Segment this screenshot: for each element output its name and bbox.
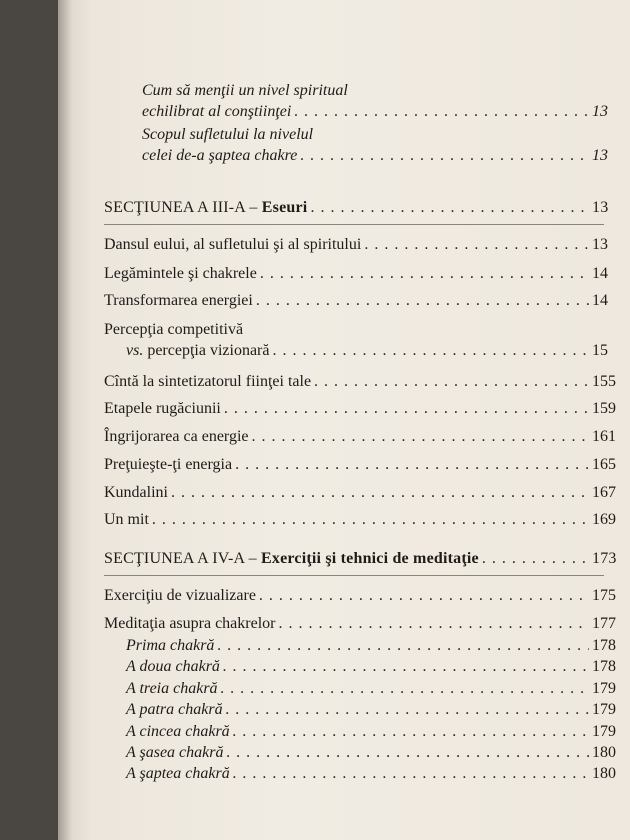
toc-entry-text: A şasea chakră [126, 744, 224, 761]
leader-dots [278, 613, 589, 634]
page-number: 14 [592, 265, 608, 282]
toc-subentry [104, 721, 630, 742]
page-number: 159 [592, 400, 616, 417]
toc-entry-text: Etapele rugăciunii [104, 400, 221, 417]
toc-entry-text: A treia chakră [126, 680, 218, 697]
page-number: 167 [592, 484, 616, 501]
toc-entry-text: Kundalini [104, 484, 168, 501]
toc-entry [104, 319, 630, 361]
leader-dots [224, 398, 589, 419]
toc-entry [104, 80, 630, 122]
toc-subentry [104, 763, 630, 784]
leader-dots [260, 263, 589, 284]
section-divider [104, 575, 604, 576]
toc-entry-text: percepţia vizionară [143, 342, 270, 359]
toc-entry-text: Un mit [104, 511, 149, 528]
page-number: 13 [592, 199, 609, 216]
toc-entry-text: Dansul eului, al sufletului şi al spiritului [104, 236, 362, 253]
page-number: 180 [592, 744, 616, 761]
toc-entry [104, 124, 630, 166]
toc-entry-text: Scopul sufletului la nivelul [142, 126, 314, 143]
section-heading [104, 197, 630, 218]
toc-entry-text: Cum să menţii un nivel spiritual [142, 82, 348, 99]
section-title: Exerciţii şi tehnici de meditaţie [261, 550, 479, 567]
toc-entry [104, 263, 630, 284]
toc-entry [104, 371, 630, 392]
toc-entry-text: Meditaţia asupra chakrelor [104, 615, 276, 632]
page-number: 180 [592, 765, 616, 782]
page-number: 13 [592, 236, 608, 253]
toc-entry [104, 454, 630, 475]
toc-entry-text: A şaptea chakră [126, 765, 230, 782]
toc-entry [104, 613, 630, 634]
leader-dots [259, 585, 589, 606]
page-number: 14 [592, 292, 608, 309]
leader-dots [256, 290, 589, 311]
toc-subentry [104, 699, 630, 720]
page-number: 169 [592, 511, 616, 528]
page-number: 179 [592, 701, 616, 718]
toc-subentry [104, 678, 630, 699]
leader-dots [252, 426, 590, 447]
toc-entry-text: Percepţia competitivă [104, 321, 244, 338]
toc-entry [104, 585, 630, 606]
toc-entry-text: Prima chakră [126, 637, 215, 654]
leader-dots [217, 635, 589, 656]
toc-entry [104, 426, 630, 447]
toc-entry-text: vs. [126, 342, 144, 359]
book-page [58, 0, 630, 840]
section-divider [104, 224, 604, 225]
leader-dots [272, 340, 589, 361]
toc-entry-text: Preţuieşte-ţi energia [104, 456, 233, 473]
page-number: 178 [592, 658, 616, 675]
toc-entry [104, 398, 630, 419]
toc-entry-text: Legămintele şi chakrele [104, 265, 257, 282]
leader-dots [226, 742, 589, 763]
toc-subentry [104, 635, 630, 656]
toc-entry-text: Cîntă la sintetizatorul fiinţei tale [104, 373, 312, 390]
leader-dots [310, 197, 589, 218]
leader-dots [294, 101, 589, 122]
page-number: 179 [592, 723, 616, 740]
toc-entry-text: Îngrijorarea ca energie [104, 428, 249, 445]
toc-entry [104, 482, 630, 503]
leader-dots [233, 721, 589, 742]
section-heading [104, 548, 630, 569]
toc-entry-text: A doua chakră [126, 658, 220, 675]
toc-entry-text: echilibrat al conştiinţei [142, 103, 292, 120]
page-number: 179 [592, 680, 616, 697]
leader-dots [300, 145, 589, 166]
page-number: 173 [592, 550, 617, 567]
page-number: 178 [592, 637, 616, 654]
page-number: 177 [592, 615, 616, 632]
page-number: 161 [592, 428, 616, 445]
toc-entry-text: A cincea chakră [126, 723, 230, 740]
section-prefix: SECŢIUNEA A IV-A – [104, 550, 262, 567]
section-title: Eseuri [261, 199, 308, 216]
page-number: 15 [592, 342, 608, 359]
leader-dots [171, 482, 589, 503]
toc-entry-text: celei de-a şaptea chakre [142, 147, 298, 164]
leader-dots [314, 371, 589, 392]
toc-entry-text: Transformarea energiei [104, 292, 253, 309]
leader-dots [221, 678, 589, 699]
page-number: 175 [592, 587, 616, 604]
toc-subentry [104, 656, 630, 677]
toc-entry [104, 290, 630, 311]
leader-dots [223, 656, 589, 677]
toc-entry [104, 234, 630, 255]
leader-dots [482, 548, 589, 569]
toc-entry-text: A patra chakră [126, 701, 223, 718]
page-number: 13 [592, 147, 608, 164]
section-prefix: SECŢIUNEA A III-A – [104, 199, 262, 216]
page-number: 13 [592, 103, 608, 120]
leader-dots [235, 454, 589, 475]
leader-dots [233, 763, 589, 784]
page-number: 165 [592, 456, 616, 473]
page-number: 155 [592, 373, 616, 390]
leader-dots [364, 234, 589, 255]
toc-subentry [104, 742, 630, 763]
leader-dots [226, 699, 589, 720]
leader-dots [152, 509, 589, 530]
toc-entry [104, 509, 630, 530]
gutter-shadow [58, 0, 72, 840]
toc-entry-text: Exerciţiu de vizualizare [104, 587, 256, 604]
